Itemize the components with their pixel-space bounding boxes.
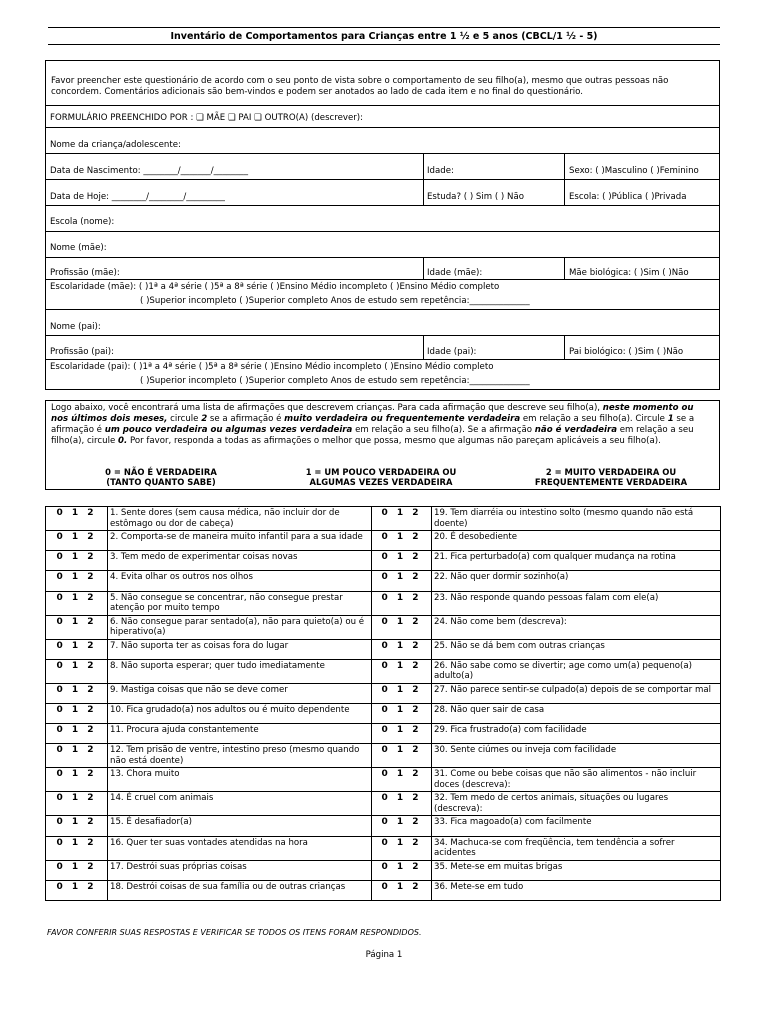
behavior-items-table [45, 506, 721, 901]
table-row [46, 591, 721, 615]
form-column-divider [423, 257, 424, 279]
score-options-right[interactable]: 0 1 2 [372, 531, 432, 551]
form-column-divider [564, 335, 565, 359]
table-row [46, 724, 721, 744]
father-profession-field[interactable]: Profissão (pai): [50, 347, 114, 357]
item-text-right: 32. Tem medo de certos animais, situações ou lugares (descreva): [432, 792, 721, 816]
item-text-left: 3. Tem medo de experimentar coisas novas [108, 551, 372, 571]
birth-date-field[interactable]: Data de Nascimento: ________/_______/________ [50, 166, 248, 176]
today-date-field[interactable]: Data de Hoje: ________/________/_________ [50, 192, 225, 202]
table-row [46, 507, 721, 531]
form-column-divider [564, 153, 565, 205]
score-options-right[interactable]: 0 1 2 [372, 615, 432, 639]
item-text-left: 9. Mastiga coisas que não se deve comer [108, 683, 372, 703]
item-text-right: 21. Fica perturbado(a) com qualquer mudança na rotina [432, 551, 721, 571]
school-type-field[interactable]: Escola: ( )Pública ( )Privada [569, 192, 687, 202]
score-options-left[interactable]: 0 1 2 [46, 659, 108, 683]
father-education-line1[interactable]: Escolaridade (pai): ( )1ª a 4ª série ( )5ª a 8ª série ( )Ensino Médio incompleto ( )Ensino Médio completo [50, 362, 494, 372]
table-row [46, 860, 721, 880]
item-text-right: 33. Fica magoado(a) com facilmente [432, 816, 721, 836]
item-text-left: 8. Não suporta esperar; quer tudo imediatamente [108, 659, 372, 683]
score-options-right[interactable]: 0 1 2 [372, 860, 432, 880]
item-text-right: 24. Não come bem (descreva): [432, 615, 721, 639]
item-text-left: 1. Sente dores (sem causa médica, não incluir dor de estômago ou dor de cabeça) [108, 507, 372, 531]
score-options-left[interactable]: 0 1 2 [46, 836, 108, 860]
scale-2-legend: 2 = MUITO VERDADEIRA OU FREQUENTEMENTE VERDADEIRA [534, 467, 688, 487]
child-name-field[interactable]: Nome da criança/adolescente: [50, 140, 181, 150]
mother-bio-field[interactable]: Mãe biológica: ( )Sim ( )Não [569, 268, 689, 278]
footer-note: FAVOR CONFERIR SUAS RESPOSTAS E VERIFICAR SE TODOS OS ITENS FORAM RESPONDIDOS. [47, 928, 422, 937]
filled-by-field[interactable]: FORMULÁRIO PREENCHIDO POR : ❑ MÃE ❑ PAI ❑ OUTRO(A) (descrever): [50, 113, 364, 123]
item-text-right: 28. Não quer sair de casa [432, 703, 721, 723]
instructions-text: Logo abaixo, você encontrará uma lista de afirmações que descrevem crianças. Para cada afirmação que descreve seu filho(a), neste momento ou nos últimos dois meses, circule 2 se a afirmação é muito verdadeira ou frequentemente verdadeira em relação a seu filho(a). Circule 1 se a afirmação é um pouco verdadeira ou algumas vezes verdadeira em relação a seu filho(a). Se a afirmação não é verdadeira em relação a seu filho(a), circule 0. Por favor, responda a todas as afirmações o melhor que possa, mesmo que algumas não pareçam aplicáveis a seu filho(a). [51, 403, 695, 446]
item-text-left: 2. Comporta-se de maneira muito infantil para a sua idade [108, 531, 372, 551]
item-text-left: 13. Chora muito [108, 768, 372, 792]
table-row [46, 531, 721, 551]
item-text-left: 16. Quer ter suas vontades atendidas na hora [108, 836, 372, 860]
score-options-left[interactable]: 0 1 2 [46, 880, 108, 900]
score-options-left[interactable]: 0 1 2 [46, 860, 108, 880]
form-divider [46, 127, 719, 128]
form-divider [46, 279, 719, 280]
form-divider [46, 257, 719, 258]
item-text-left: 10. Fica grudado(a) nos adultos ou é muito dependente [108, 703, 372, 723]
mother-name-field[interactable]: Nome (mãe): [50, 243, 107, 253]
form-divider [46, 153, 719, 154]
score-options-right[interactable]: 0 1 2 [372, 880, 432, 900]
table-row [46, 816, 721, 836]
score-options-right[interactable]: 0 1 2 [372, 836, 432, 860]
form-divider [46, 105, 719, 106]
form-divider [46, 205, 719, 206]
table-row [46, 615, 721, 639]
form-divider [46, 231, 719, 232]
table-row [46, 768, 721, 792]
score-options-left[interactable]: 0 1 2 [46, 768, 108, 792]
item-text-left: 4. Evita olhar os outros nos olhos [108, 571, 372, 591]
item-text-right: 20. É desobediente [432, 531, 721, 551]
item-text-right: 31. Come ou bebe coisas que não são alimentos - não incluir doces (descreva): [432, 768, 721, 792]
score-options-left[interactable]: 0 1 2 [46, 639, 108, 659]
score-options-right[interactable]: 0 1 2 [372, 591, 432, 615]
item-text-left: 17. Destrói suas próprias coisas [108, 860, 372, 880]
form-divider [46, 179, 719, 180]
item-text-left: 7. Não suporta ter as coisas fora do lugar [108, 639, 372, 659]
table-row [46, 683, 721, 703]
score-options-left[interactable]: 0 1 2 [46, 703, 108, 723]
father-age-field[interactable]: Idade (pai): [427, 347, 477, 357]
father-bio-field[interactable]: Pai biológico: ( )Sim ( )Não [569, 347, 684, 357]
title-top-rule [48, 27, 720, 28]
item-text-right: 34. Machuca-se com freqüência, tem tendência a sofrer acidentes [432, 836, 721, 860]
score-options-right[interactable]: 0 1 2 [372, 703, 432, 723]
form-intro: Favor preencher este questionário de acordo com o seu ponto de vista sobre o comportamento de seu filho(a), mesmo que outras pessoas não concordem. Comentários adicionais são bem-vindos e podem ser anotados ao lado de cada item e no final do questionário. [51, 76, 669, 97]
score-options-left[interactable]: 0 1 2 [46, 683, 108, 703]
table-row [46, 792, 721, 816]
item-text-right: 23. Não responde quando pessoas falam com ele(a) [432, 591, 721, 615]
item-text-left: 12. Tem prisão de ventre, intestino preso (mesmo quando não está doente) [108, 744, 372, 768]
mother-education-line2[interactable]: ( )Superior incompleto ( )Superior completo Anos de estudo sem repetência:______________ [140, 296, 530, 306]
item-text-right: 19. Tem diarréia ou intestino solto (mesmo quando não está doente) [432, 507, 721, 531]
table-row [46, 639, 721, 659]
scale-1-legend: 1 = UM POUCO VERDADEIRA OU ALGUMAS VEZES VERDADEIRA [305, 467, 457, 487]
score-options-right[interactable]: 0 1 2 [372, 659, 432, 683]
score-options-left[interactable]: 0 1 2 [46, 744, 108, 768]
table-row [46, 659, 721, 683]
table-row [46, 703, 721, 723]
item-text-right: 30. Sente ciúmes ou inveja com facilidade [432, 744, 721, 768]
form-column-divider [564, 257, 565, 279]
table-row [46, 836, 721, 860]
score-options-right[interactable]: 0 1 2 [372, 768, 432, 792]
score-options-left[interactable]: 0 1 2 [46, 571, 108, 591]
table-row [46, 551, 721, 571]
age-field[interactable]: Idade: [427, 166, 454, 176]
score-options-left[interactable]: 0 1 2 [46, 507, 108, 531]
scale-0-legend: 0 = NÃO É VERDADEIRA (TANTO QUANTO SABE) [105, 467, 217, 487]
title-bottom-rule [48, 44, 720, 45]
table-row [46, 744, 721, 768]
mother-age-field[interactable]: Idade (mãe): [427, 268, 483, 278]
score-options-right[interactable]: 0 1 2 [372, 507, 432, 531]
item-text-left: 14. É cruel com animais [108, 792, 372, 816]
table-row [46, 880, 721, 900]
table-row [46, 571, 721, 591]
score-options-left[interactable]: 0 1 2 [46, 792, 108, 816]
item-text-right: 36. Mete-se em tudo [432, 880, 721, 900]
school-name-field[interactable]: Escola (nome): [50, 217, 115, 227]
father-education-line2[interactable]: ( )Superior incompleto ( )Superior completo Anos de estudo sem repetência:______________ [140, 376, 530, 386]
score-options-right[interactable]: 0 1 2 [372, 683, 432, 703]
item-text-right: 26. Não sabe como se divertir; age como um(a) pequeno(a) adulto(a) [432, 659, 721, 683]
item-text-left: 11. Procura ajuda constantemente [108, 724, 372, 744]
page-number: Página 1 [365, 950, 403, 960]
identification-form [45, 60, 720, 390]
score-options-left[interactable]: 0 1 2 [46, 551, 108, 571]
score-options-right[interactable]: 0 1 2 [372, 724, 432, 744]
item-text-right: 35. Mete-se em muitas brigas [432, 860, 721, 880]
form-divider [46, 359, 719, 360]
form-divider [46, 335, 719, 336]
score-options-left[interactable]: 0 1 2 [46, 724, 108, 744]
studies-field[interactable]: Estuda? ( ) Sim ( ) Não [427, 192, 524, 202]
score-options-right[interactable]: 0 1 2 [372, 792, 432, 816]
instructions-box [45, 400, 720, 490]
score-options-right[interactable]: 0 1 2 [372, 816, 432, 836]
score-options-right[interactable]: 0 1 2 [372, 639, 432, 659]
item-text-right: 22. Não quer dormir sozinho(a) [432, 571, 721, 591]
item-text-left: 6. Não consegue parar sentado(a), não para quieto(a) ou é hiperativo(a) [108, 615, 372, 639]
score-options-left[interactable]: 0 1 2 [46, 531, 108, 551]
score-options-right[interactable]: 0 1 2 [372, 571, 432, 591]
mother-profession-field[interactable]: Profissão (mãe): [50, 268, 120, 278]
mother-education-line1[interactable]: Escolaridade (mãe): ( )1ª a 4ª série ( )5ª a 8ª série ( )Ensino Médio incompleto ( )Ensino Médio completo [50, 282, 500, 292]
score-options-left[interactable]: 0 1 2 [46, 615, 108, 639]
sex-field[interactable]: Sexo: ( )Masculino ( )Feminino [569, 166, 699, 176]
item-text-left: 15. É desafiador(a) [108, 816, 372, 836]
score-options-right[interactable]: 0 1 2 [372, 551, 432, 571]
item-text-left: 5. Não consegue se concentrar, não consegue prestar atenção por muito tempo [108, 591, 372, 615]
item-text-left: 18. Destrói coisas de sua família ou de outras crianças [108, 880, 372, 900]
score-options-left[interactable]: 0 1 2 [46, 591, 108, 615]
form-column-divider [423, 335, 424, 359]
item-text-right: 27. Não parece sentir-se culpado(a) depois de se comportar mal [432, 683, 721, 703]
form-divider [46, 309, 719, 310]
item-text-right: 25. Não se dá bem com outras crianças [432, 639, 721, 659]
page-title: Inventário de Comportamentos para Crianças entre 1 ½ e 5 anos (CBCL/1 ½ - 5) [170, 31, 598, 42]
father-name-field[interactable]: Nome (pai): [50, 322, 101, 332]
score-options-right[interactable]: 0 1 2 [372, 744, 432, 768]
form-column-divider [423, 153, 424, 205]
item-text-right: 29. Fica frustrado(a) com facilidade [432, 724, 721, 744]
score-options-left[interactable]: 0 1 2 [46, 816, 108, 836]
